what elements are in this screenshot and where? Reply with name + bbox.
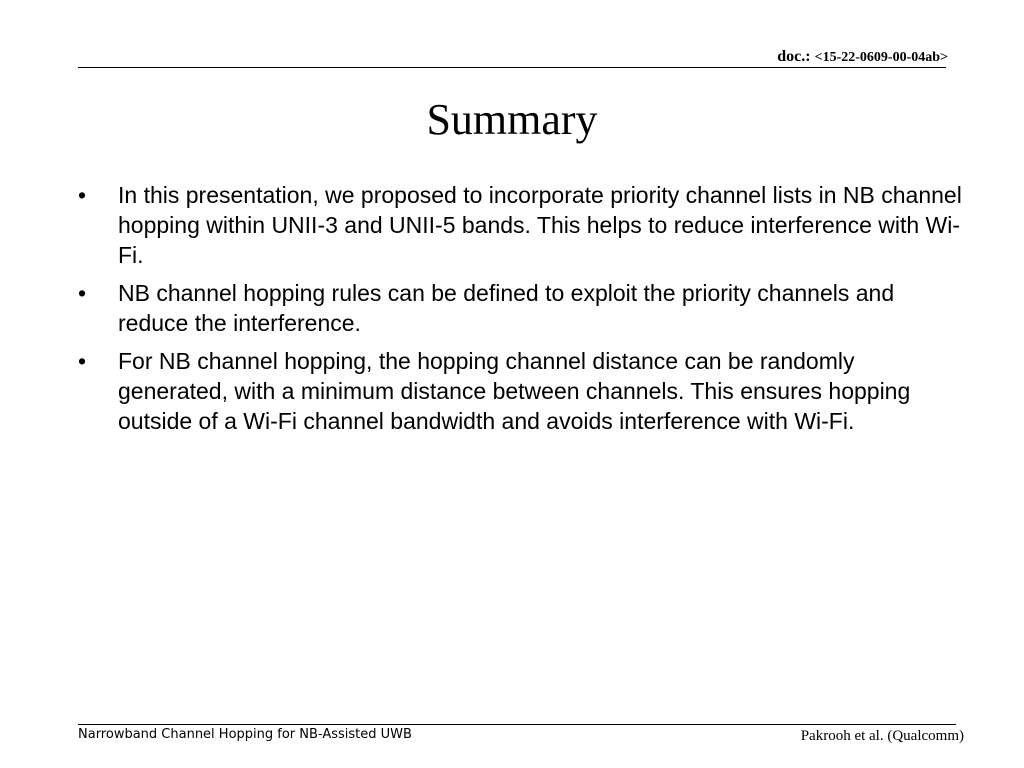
bullet-text: NB channel hopping rules can be defined to exploit the priority channels and reduce the interference.	[118, 280, 895, 336]
bullet-list	[78, 180, 968, 444]
footer-title: Narrowband Channel Hopping for NB-Assisted UWB	[78, 727, 412, 742]
slide-title: Summary	[426, 95, 598, 144]
doc-number: <15-22-0609-00-04ab>	[814, 50, 948, 65]
document-id	[777, 48, 948, 66]
bullet-item	[78, 278, 968, 338]
bullet-marker: •	[78, 280, 87, 306]
bullet-text: For NB channel hopping, the hopping channel distance can be randomly generated, with a minimum distance between channels. This ensures hopping outside of a Wi-Fi channel bandwidth and avoids interference with Wi-Fi.	[118, 348, 911, 434]
bullet-item	[78, 180, 968, 270]
footer-divider	[78, 724, 956, 725]
footer-author: Pakrooh et al. (Qualcomm)	[800, 728, 964, 744]
bullet-marker: •	[78, 348, 87, 374]
bullet-marker: •	[78, 182, 87, 208]
doc-label: doc.:	[777, 48, 815, 65]
header-divider	[78, 67, 946, 68]
bullet-text: In this presentation, we proposed to incorporate priority channel lists in NB channel hopping within UNII-3 and UNII-5 bands. This helps to reduce interference with Wi-Fi.	[118, 182, 962, 268]
bullet-item	[78, 346, 968, 436]
